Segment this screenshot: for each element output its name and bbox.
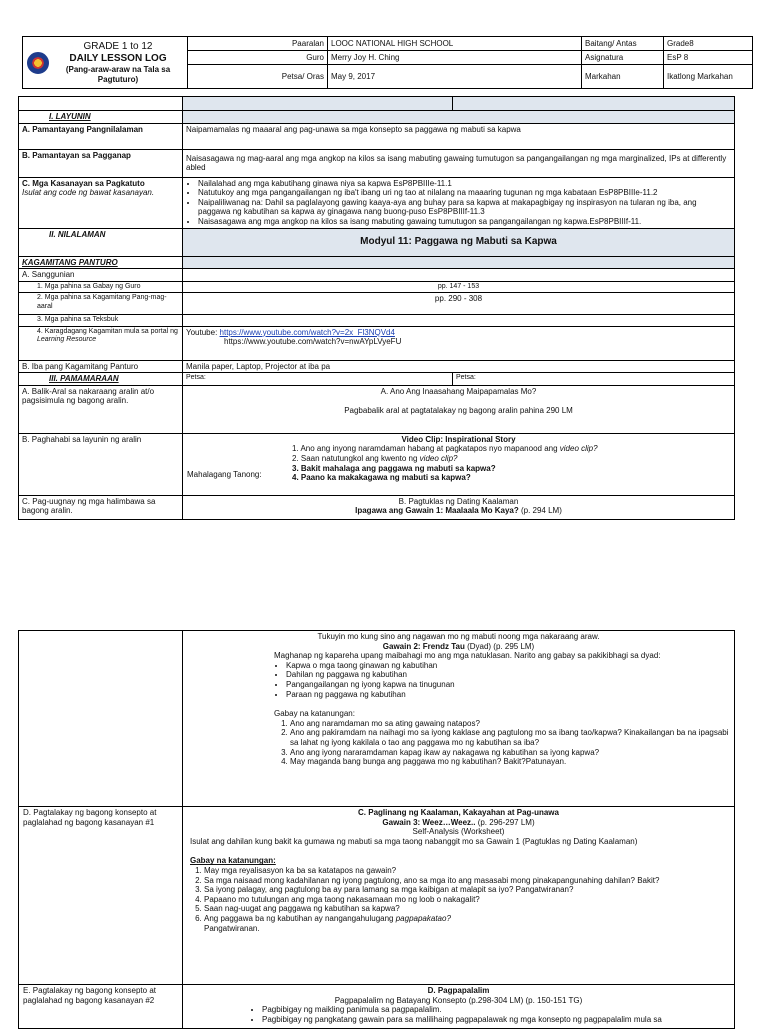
- petsa-label: Petsa/ Oras: [188, 65, 328, 89]
- pagtalakay-2-label: E. Pagtalakay ng bagong konsepto at paglalahad ng bagong kasanayan #2: [19, 985, 183, 1029]
- baitang-label: Baitang/ Antas: [582, 37, 664, 51]
- petsa-column-2: Petsa:: [453, 373, 735, 386]
- layunin-b-value: Naisasagawa ng mag-aaral ang mga angkop na kilos sa isang mabuting gawaing tumutugon sa pangangailangan ng mga marginalized, IPs at differently abled: [183, 149, 735, 177]
- question-2: 2. Saan natutungkol ang kwento ng: [292, 453, 418, 463]
- gabay-question: 4. May maganda bang bunga ang paggawa mo ng kabutihan? Bakit?Patunayan.: [290, 757, 731, 767]
- gabay-question: 1. Ano ang naramdaman mo sa ating gawaing natapos?: [290, 719, 731, 729]
- iba-pang-kagamitan-value: Manila paper, Laptop, Projector at iba pa: [183, 360, 735, 373]
- pagpapalalim-bullet: • Pagbibigay ng maikling panimula sa pagpapalalim.: [262, 1005, 731, 1015]
- gabay-question: 3. Ano ang iyong nararamdaman kapag ikaw ay nakagawa ng kabutihan sa iyong kapwa?: [290, 748, 731, 758]
- lesson-table-2: [18, 630, 734, 1029]
- question-2-italic: video clip?: [419, 453, 458, 463]
- gawain3-question: 2. Sa mga naisaad mong kadahilanan ng iyong pagtulong, ano sa mga ito ang masasabi mong pinakapangunahing dahilan? Bakit?: [204, 876, 731, 886]
- gawain2-cell: [183, 631, 735, 807]
- gawain2-instruction: Maghanap ng kapareha upang maibahagi mo ang mga natuklasan. Narito ang gabay sa pakikibhagi sa dyad:: [274, 651, 661, 661]
- youtube-prefix: Youtube:: [186, 327, 220, 337]
- pagpapalalim-bullet: • Pagbibigay ng pangkatang gawain para sa malilihaing pagpapalawak ng mga konsepto ng pagpapalalim mula sa: [262, 1015, 731, 1025]
- gawain3-question: 5. Saan nag-uugat ang paggawa ng kabutihan sa kapwa?: [204, 904, 731, 914]
- question-1-italic: video clip?: [559, 444, 598, 454]
- layunin-c-sub: Isulat ang code ng bawat kasanayan.: [22, 188, 155, 198]
- pamamaraan-heading: III. PAMAMARAAN: [19, 373, 183, 386]
- kagamitang-mag-aaral-value: pp. 290 - 308: [183, 293, 735, 315]
- question-3: 3. Bakit mahalaga ang paggawa ng mabuti sa kapwa?: [292, 463, 496, 473]
- petsa-column-1: Petsa:: [183, 373, 453, 386]
- paaralan-value: LOOC NATIONAL HIGH SCHOOL: [328, 37, 582, 51]
- doc-title: DAILY LESSON LOG: [69, 52, 167, 64]
- layunin-c-cell: [19, 177, 183, 228]
- gawain2-title: Gawain 2: Frendz Tau: [382, 641, 465, 651]
- deped-seal-icon: [27, 52, 49, 74]
- kagamitang-mag-aaral-label: 2. Mga pahina sa Kagamitang Pang-mag-aaral: [19, 293, 183, 315]
- balik-aral-line1: A. Ano Ang Inaasahang Maipapamalas Mo?: [380, 386, 537, 396]
- gawain3-question: 1. May mga reyalisasyon ka ba sa katatapos na gawain?: [204, 866, 731, 876]
- gawain3-question: 4. Papaano mo tutulungan ang mga taong nakasamaan mo ng loob o nakagalit?: [204, 895, 731, 905]
- pagpapalalim-title: D. Pagpapalalim: [427, 986, 490, 995]
- gawain2-ref: (Dyad) (p. 295 LM): [464, 641, 535, 651]
- gawain1-ref: (p. 294 LM): [518, 506, 562, 516]
- kasanayan-item: • Natutukoy ang mga pangangailangan ng iba't ibang uri ng tao at nilalang na maaaring tugunan ng mga kabataan EsP8PBIIIe-11.2: [198, 188, 731, 198]
- iba-pang-kagamitan-label: B. Iba pang Kagamitang Panturo: [19, 360, 183, 373]
- pagpapalalim-line: Pagpapalalim ng Batayang Konsepto (p.298-304 LM) (p. 150-151 TG): [334, 995, 583, 1005]
- self-analysis: Self-Analysis (Worksheet): [412, 827, 505, 837]
- tukuyin-line: Tukuyin mo kung sino ang nagawan mo ng mabuti noong mga nakaraang araw.: [317, 632, 600, 641]
- portal-label-italic: Learning Resource: [37, 335, 97, 343]
- gabay-guro-value: pp. 147 - 153: [183, 281, 735, 292]
- question-1: 1. Ano ang inyong naramdaman habang at pagkatapos nyo mapanood ang: [292, 444, 558, 454]
- grade-line: GRADE 1 to 12: [83, 40, 153, 52]
- asignatura-value: EsP 8: [664, 51, 753, 65]
- youtube-link-2[interactable]: https://www.youtube.com/watch?v=nwAYpLVyeFU: [224, 337, 402, 347]
- gawain3-question-6: [204, 914, 731, 933]
- gawain3-ref: (p. 296-297 LM): [475, 817, 535, 827]
- pag-uugnay-cell: [183, 495, 735, 519]
- lesson-table-1: [18, 96, 734, 520]
- nilalaman-heading: II. NILALAMAN: [19, 228, 183, 256]
- pag-uugnay-label: C. Pag-uugnay ng mga halimbawa sa bagong aralin.: [19, 495, 183, 519]
- youtube-link-1[interactable]: https://www.youtube.com/watch?v=2x_Fl3NQVd4: [219, 327, 395, 337]
- paglinang-title: C. Paglinang ng Kaalaman, Kakayahan at Pag-unawa: [358, 808, 559, 817]
- header-block: [22, 36, 752, 92]
- portal-cell: [19, 326, 183, 360]
- video-clip-title: Video Clip: Inspirational Story: [401, 434, 516, 444]
- mahalagang-tanong: Mahalagang Tanong:: [187, 469, 262, 479]
- balik-aral-line2: Pagbabalik aral at pagtatalakay ng bagong aralin pahina 290 LM: [344, 406, 573, 416]
- gawain3-instruction: Isulat ang dahilan kung bakit ka gumawa ng mabuti sa mga taong nabanggit mo sa Gawain 1 (Pagtuklas ng Dating Kaalaman): [190, 836, 638, 846]
- question-6-italic: pagpapakatao?: [395, 913, 451, 923]
- markahan-label: Markahan: [582, 65, 664, 89]
- kasanayan-item: • Naipaliliwanag na: Dahil sa paglalayong gawing kaaya-aya ang buhay para sa kapwa at makapagbigay ng inspirasyon na tularan ng iba, ang paggawa ng kabutihan sa kapwa ay ginagawa nang buong-puso EsP8PBIIIf-11.3: [198, 198, 731, 217]
- pagtalakay-1-label: D. Pagtalakay ng bagong konsepto at paglalahad ng bagong kasanayan #1: [19, 807, 183, 985]
- gabay-question: 2. Ano ang pakiramdam na naihagi mo sa iyong kaklase ang pagtulong mo sa ibang tao/kapwa? Kinakailangan ba na ipagsabi sa lahat ng iyong kakilala o tao ang paggawa mo ng kabutihan sa iba?: [290, 728, 731, 747]
- header-logo-cell: [23, 37, 188, 89]
- kasanayan-item: • Nailalahad ang mga kabutihang ginawa niya sa kapwa EsP8PBIIIe-11.1: [198, 179, 731, 189]
- layunin-c-list: [183, 177, 735, 228]
- gawain3-cell: [183, 807, 735, 985]
- kasanayan-item: • Naisasagawa ang mga angkop na kilos sa isang mabuting gawaing tumutugon sa pangangailangan ng kapwa.EsP8PBIIIf-11.: [198, 217, 731, 227]
- gabay-label: Gabay na katanungan:: [274, 709, 355, 719]
- petsa-value: May 9, 2017: [328, 65, 582, 89]
- layunin-b-label: B. Pamantayan sa Pagganap: [19, 149, 183, 177]
- balik-aral-cell: [183, 385, 735, 433]
- gabay-guro-label: 1. Mga pahina sa Gabay ng Guro: [19, 281, 183, 292]
- question-6-text: Ang paggawa ba ng kabutihan ay nangangahulugang: [204, 913, 394, 923]
- youtube-cell: [183, 326, 735, 360]
- gawain3-question: 3. Sa iyong palagay, ang pagtulong ba ay para lamang sa mga kaibigan at malapit sa iyo? Pangatwiranan?: [204, 885, 731, 895]
- teksbuk-label: 3. Mga pahina sa Teksbuk: [19, 315, 183, 326]
- layunin-c-label: C. Mga Kasanayan sa Pagkatuto: [22, 178, 145, 188]
- guro-label: Guro: [188, 51, 328, 65]
- asignatura-label: Asignatura: [582, 51, 664, 65]
- markahan-value: Ikatlong Markahan: [664, 65, 753, 89]
- paghahabi-label: B. Paghahabi sa layunin ng aralin: [19, 433, 183, 495]
- pagpapalalim-cell: [183, 985, 735, 1029]
- page-2: [0, 630, 768, 1024]
- layunin-heading: I. LAYUNIN: [19, 111, 183, 124]
- gawain2-bullet: • Kapwa o mga taong ginawan ng kabutihan: [286, 661, 731, 671]
- header-table: [22, 36, 753, 89]
- kagamitan-heading: KAGAMITANG PANTURO: [19, 256, 183, 269]
- guro-value: Merry Joy H. Ching: [328, 51, 582, 65]
- gawain3-title: Gawain 3: Weez…Weez..: [382, 817, 476, 827]
- doc-subtitle: (Pang-araw-araw na Tala sa Pagtuturo): [65, 64, 171, 84]
- paaralan-label: Paaralan: [188, 37, 328, 51]
- question-6-tail: Pangatwiranan.: [204, 923, 260, 933]
- portal-label: 4. Karagdagang Kagamitan mula sa portal ng: [37, 327, 178, 335]
- question-4: 4. Paano ka makakagawa ng mabuti sa kapwa?: [292, 473, 471, 483]
- layunin-a-value: Naipamamalas ng maaaral ang pag-unawa sa mga konsepto sa paggawa ng mabuti sa kapwa: [183, 123, 735, 149]
- gawain2-bullet: • Pangangailangan ng iyong kapwa na tinugunan: [286, 680, 731, 690]
- gawain3-gabay: Gabay na katanungan:: [190, 856, 276, 866]
- pagtuklas-line: B. Pagtuklas ng Dating Kaalaman: [398, 496, 519, 506]
- gawain1-line: Ipagawa ang Gawain 1: Maalaala Mo Kaya?: [355, 506, 519, 516]
- layunin-a-label: A. Pamantayang Pangnilalaman: [19, 123, 183, 149]
- balik-aral-label: A. Balik-Aral sa nakaraang aralin at/o pagsisimula ng bagong aralin.: [19, 385, 183, 433]
- gawain2-bullet: • Paraan ng paggawa ng kabutihan: [286, 690, 731, 700]
- sanggunian-label: A. Sanggunian: [19, 269, 183, 282]
- baitang-value: Grade8: [664, 37, 753, 51]
- gawain2-bullet: • Dahilan ng paggawa ng kabutihan: [286, 670, 731, 680]
- nilalaman-value: Modyul 11: Paggawa ng Mabuti sa Kapwa: [183, 228, 735, 256]
- paghahabi-cell: [183, 433, 735, 495]
